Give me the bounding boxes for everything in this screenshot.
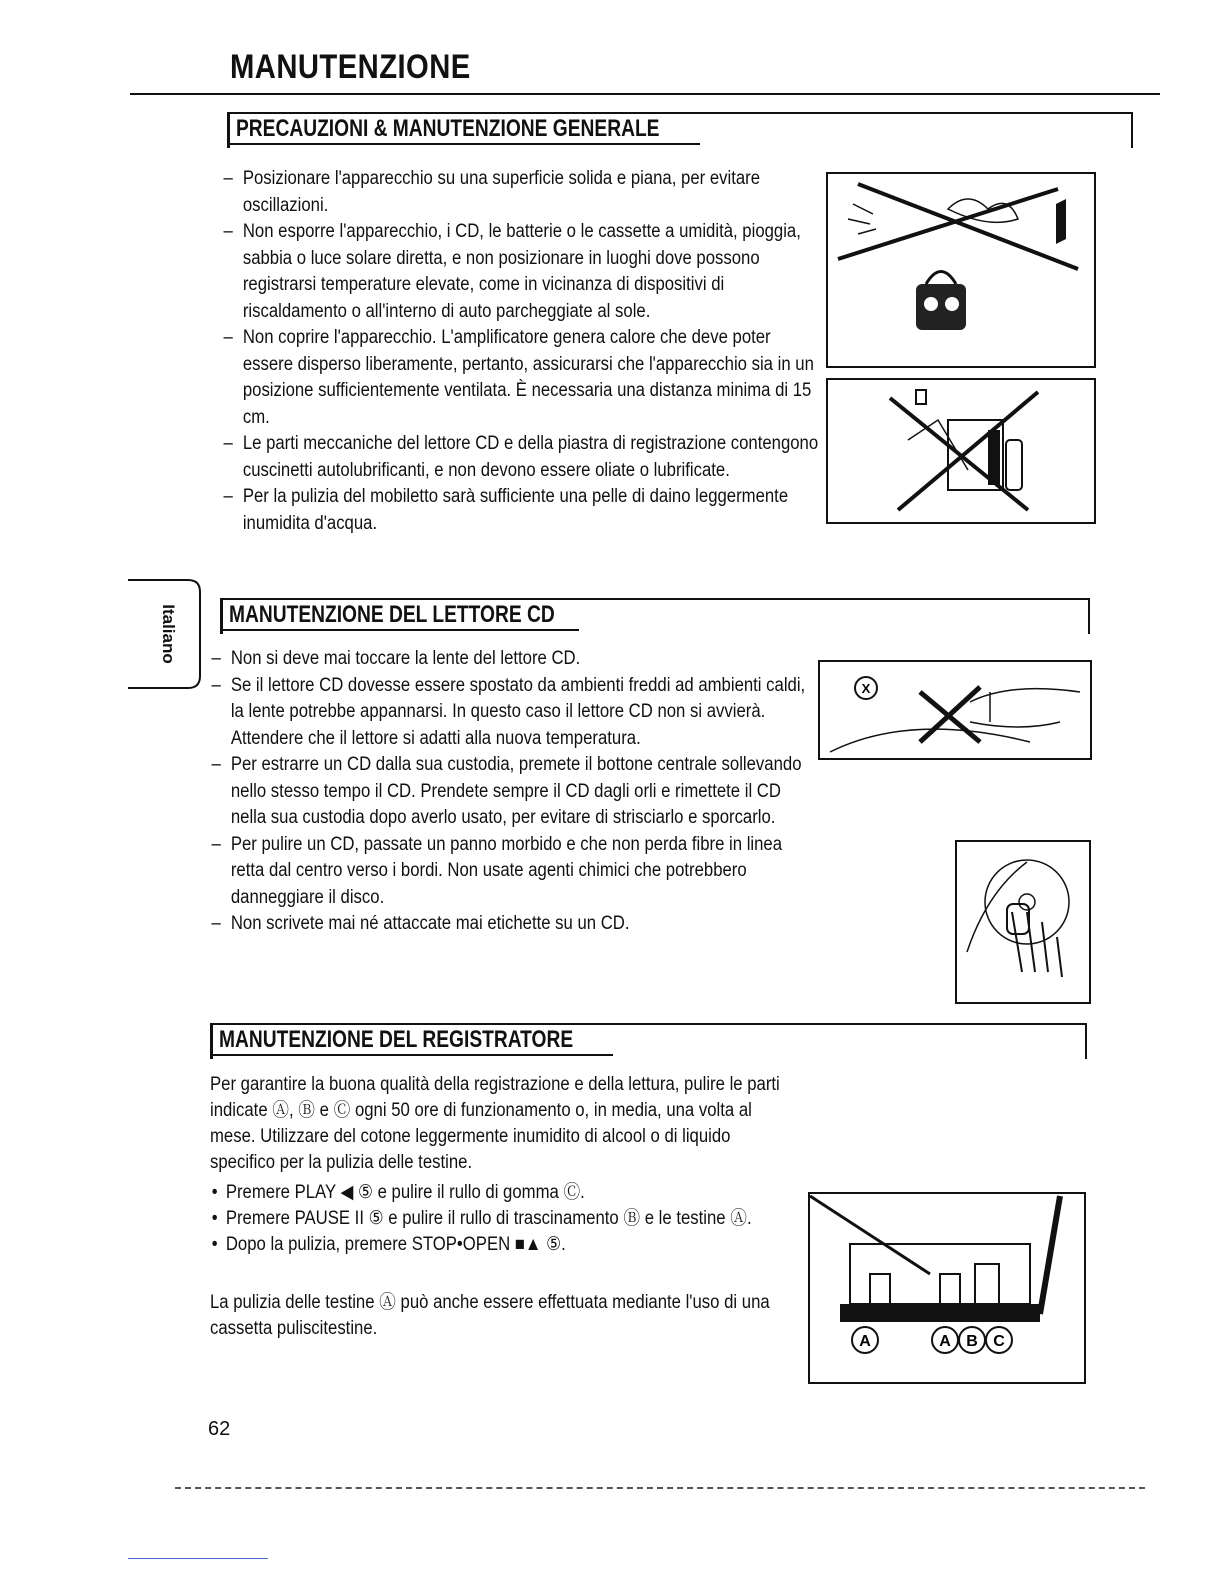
no-liquids-icon — [828, 380, 1094, 522]
list-item: • Premere PLAY ◀ ⑤ e pulire il rullo di gomma Ⓒ. — [210, 1180, 807, 1206]
general-list — [227, 166, 905, 537]
section-heading-recorder — [210, 1023, 1087, 1059]
illustration-no-liquids — [826, 378, 1096, 524]
section-title-cd: MANUTENZIONE DEL LETTORE CD — [229, 601, 555, 628]
illustration-lens — [818, 660, 1092, 760]
section-heading-cd — [220, 598, 1090, 634]
cd-hand-icon — [957, 842, 1089, 1002]
page-title: MANUTENZIONE — [230, 48, 471, 86]
language-label: Italiano — [159, 604, 178, 664]
list-item: – Per pulire un CD, passate un panno morbido e che non perda fibre in linea retta dal centro verso i bordi. Non usate agenti chimici che potrebbero danneggiare il disco. — [215, 832, 812, 912]
head-a-label-2: A — [939, 1333, 951, 1350]
illustration-no-sun-heat — [826, 172, 1096, 368]
section-title-general: PRECAUZIONI & MANUTENZIONE GENERALE — [236, 115, 660, 142]
list-item: – Per la pulizia del mobiletto sarà sufficiente una pelle di daino leggermente inumidita d'acqua. — [227, 484, 824, 537]
language-tab — [128, 578, 203, 690]
list-item: – Le parti meccaniche del lettore CD e della piastra di registrazione contengono cuscinetti autolubrificanti, e non devono essere oliate o lubrificate. — [227, 431, 824, 484]
footer-divider — [175, 1487, 1145, 1489]
head-b-label: B — [966, 1333, 978, 1350]
illustration-cassette-deck — [808, 1192, 1086, 1384]
list-item: – Non scrivete mai né attaccate mai etichette su un CD. — [215, 911, 812, 938]
list-item: – Se il lettore CD dovesse essere spostato da ambienti freddi ad ambienti caldi, la lente potrebbe appannarsi. In questo caso il lettore CD non si avvierà. Attendere che il lettore si adatti alla nuova temperatura. — [215, 673, 812, 753]
lens-x-label: X — [861, 681, 871, 696]
head-a-label: A — [859, 1333, 871, 1350]
lens-icon — [820, 662, 1090, 758]
heading-underline — [223, 629, 579, 631]
section-title-recorder: MANUTENZIONE DEL REGISTRATORE — [219, 1026, 574, 1053]
cassette-deck-icon — [810, 1194, 1084, 1382]
page-number: 62 — [208, 1418, 231, 1440]
title-rule — [130, 93, 1160, 95]
list-item: • Premere PAUSE II ⑤ e pulire il rullo di trascinamento Ⓑ e le testine Ⓐ. — [210, 1206, 807, 1232]
section-heading-general — [227, 112, 1133, 148]
recorder-outro: La pulizia delle testine Ⓐ può anche essere effettuata mediante l'uso di una cassetta puliscitestine. — [210, 1292, 770, 1339]
list-item: – Non coprire l'apparecchio. L'amplificatore genera calore che deve poter essere disperso liberamente, pertanto, assicurarsi che l'apparecchio sia in un posizione sufficientemente ventilata. È necessaria una distanza minima di 15 cm. — [227, 325, 824, 431]
list-item: – Non si deve mai toccare la lente del lettore CD. — [215, 646, 812, 673]
no-heat-icon — [828, 174, 1094, 366]
heading-underline — [213, 1054, 613, 1056]
head-c-label: C — [993, 1333, 1005, 1350]
list-item: – Posizionare l'apparecchio su una superficie solida e piana, per evitare oscillazioni. — [227, 166, 824, 219]
footer-link-line — [128, 1558, 268, 1559]
recorder-steps — [210, 1180, 888, 1258]
list-item: – Per estrarre un CD dalla sua custodia, premete il bottone centrale sollevando nello stesso tempo il CD. Prendete sempre il CD dagli orli e rimettete il CD nella sua custodia dopo averlo usato, per evitare di strisciarlo e sporcarlo. — [215, 752, 812, 832]
heading-underline — [230, 143, 700, 145]
cd-list — [215, 646, 893, 938]
illustration-cd-handling — [955, 840, 1091, 1004]
recorder-intro: Per garantire la buona qualità della registrazione e della lettura, pulire le parti indicate Ⓐ, Ⓑ e Ⓒ ogni 50 ore di funzionamento o, in media, una volta al mese. Utilizzare del cotone leggermente inumidito di alcool o di liquido specifico per la pulizia delle testine. — [210, 1074, 780, 1173]
list-item: • Dopo la pulizia, premere STOP•OPEN ■▲ ⑤. — [210, 1232, 807, 1258]
list-item: – Non esporre l'apparecchio, i CD, le batterie o le cassette a umidità, pioggia, sabbia o luce solare diretta, e non posizionare in luoghi dove possono registrarsi temperature elevate, come in vicinanza di dispositivi di riscaldamento o all'interno di auto parcheggiate al sole. — [227, 219, 824, 325]
